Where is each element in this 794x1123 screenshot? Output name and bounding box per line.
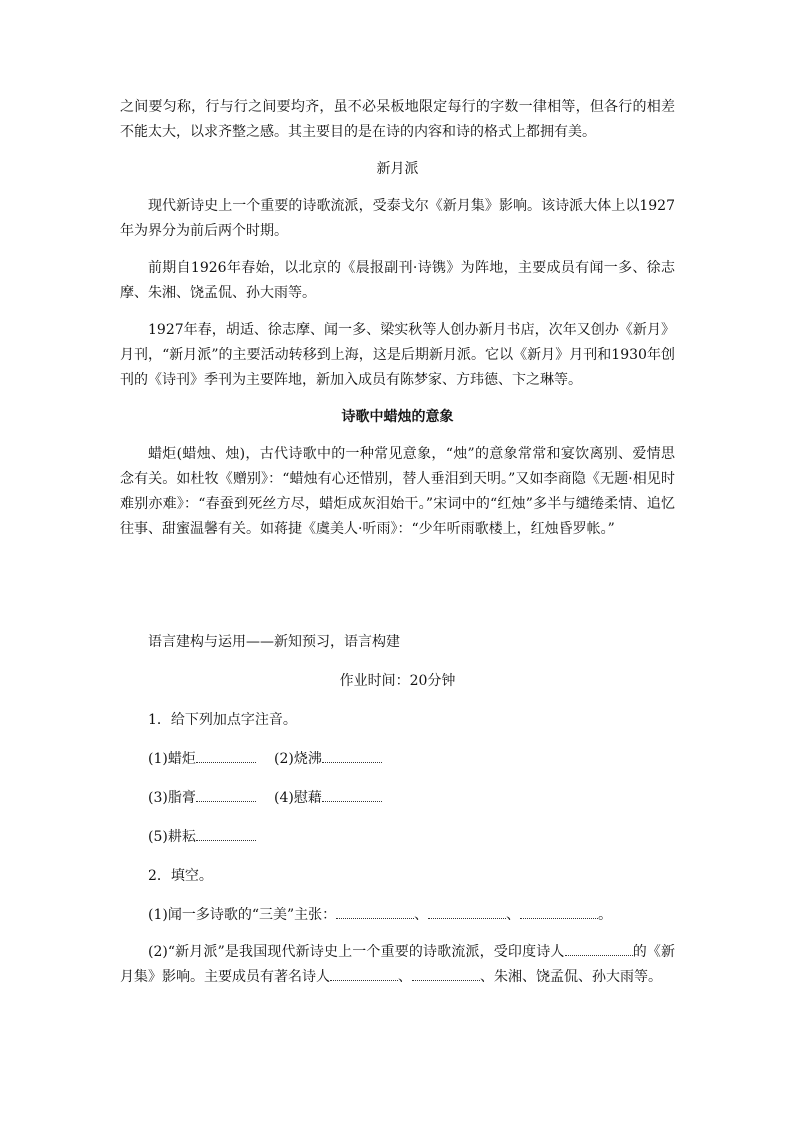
- exercise-section-title: 语言建构与运用——新知预习，语言构建: [148, 634, 400, 650]
- candle-heading: 诗歌中蜡烛的意象: [341, 409, 454, 425]
- q2-part2-text-c: 、朱湘、饶孟侃、孙大雨等。: [480, 969, 662, 985]
- xinyue-paragraph-1: 现代新诗史上一个重要的诗歌流派，受泰戈尔《新月集》影响。该诗派大体上以1927年为界分为前后两个时期。: [120, 198, 675, 239]
- answer-blank[interactable]: [322, 748, 382, 763]
- item-label: (2)烧沸: [274, 751, 322, 767]
- q2-part2-text-a: (2)“新月派”是我国现代新诗史上一个重要的诗歌流派，受印度诗人: [148, 944, 565, 960]
- answer-blank[interactable]: [196, 787, 256, 802]
- question-1-row-3: [148, 825, 675, 850]
- item-label: (1)蜡炬: [148, 751, 196, 767]
- answer-blank[interactable]: [196, 748, 256, 763]
- candle-paragraph: 蜡炬(蜡烛、烛)，古代诗歌中的一种常见意象，“烛”的意象常常和宴饮离别、爱情思念有关。如杜牧《赠别》：“蜡烛有心还惜别，替人垂泪到天明。”又如李商隐《无题·相见时难别亦难》：“春蚕到死丝方尽，蜡炬成灰泪始干。”宋词中的“红烛”多半与缱绻柔情、追忆往事、甜蜜温馨有关。如蒋捷《虞美人·听雨》：“少年听雨歌楼上，红烛昏罗帐。”: [120, 446, 675, 537]
- question-1-item-1: [148, 747, 274, 772]
- xinyue-paragraph-2: 前期自1926年春始，以北京的《晨报副刊·诗镌》为阵地，主要成员有闻一多、徐志摩、朱湘、饶孟侃、孙大雨等。: [120, 260, 675, 301]
- q2-part1-text: (1)闻一多诗歌的“三美”主张：: [148, 907, 337, 923]
- item-label: (3)脂膏: [148, 790, 196, 806]
- xinyue-paragraph-3: 1927年春，胡适、徐志摩、闻一多、梁实秋等人创办新月书店，次年又创办《新月》月刊，“新月派”的主要活动转移到上海，这是后期新月派。它以《新月》月刊和1930年创刊的《诗刊》季刊为主要阵地，新加入成员有陈梦家、方玮德、卞之琳等。: [120, 322, 675, 388]
- question-1-item-2: [274, 747, 400, 772]
- answer-blank[interactable]: [412, 966, 480, 981]
- question-2-part-1: (1)闻一多诗歌的“三美”主张： 、 、 。: [120, 903, 675, 928]
- answer-blank[interactable]: [322, 787, 382, 802]
- question-1-item-3: [148, 786, 274, 811]
- xinyue-heading: 新月派: [376, 161, 419, 177]
- answer-blank[interactable]: [330, 966, 398, 981]
- question-2-part-2: (2)“新月派”是我国现代新诗史上一个重要的诗歌流派，受印度诗人 的《新月集》影响。主要成员有著名诗人 、 、朱湘、饶孟侃、孙大雨等。: [120, 940, 675, 990]
- question-1-item-5: [148, 825, 274, 850]
- q2-part2-text-b: 的《新月集》影响。主要成员有著名诗人: [120, 944, 676, 985]
- answer-blank[interactable]: [196, 826, 256, 841]
- item-label: (5)耕耘: [148, 829, 196, 845]
- answer-blank[interactable]: [565, 941, 633, 956]
- question-1-prompt: 1．给下列加点字注音。: [148, 712, 297, 728]
- question-1-row-2: [148, 786, 675, 811]
- question-1-row-1: [148, 747, 675, 772]
- intro-paragraph: 之间要匀称，行与行之间要均齐，虽不必呆板地限定每行的字数一律相等，但各行的相差不能太大，以求齐整之感。其主要目的是在诗的内容和诗的格式上都拥有美。: [120, 99, 675, 140]
- answer-blank[interactable]: [520, 904, 598, 919]
- section-spacer: [120, 554, 675, 630]
- question-1-item-4: [274, 786, 400, 811]
- item-label: (4)慰藉: [274, 790, 322, 806]
- document-page: [120, 95, 675, 1002]
- answer-blank[interactable]: [428, 904, 506, 919]
- answer-blank[interactable]: [336, 904, 414, 919]
- question-2-prompt: 2．填空。: [148, 868, 213, 884]
- exercise-time: 作业时间：20分钟: [339, 673, 456, 689]
